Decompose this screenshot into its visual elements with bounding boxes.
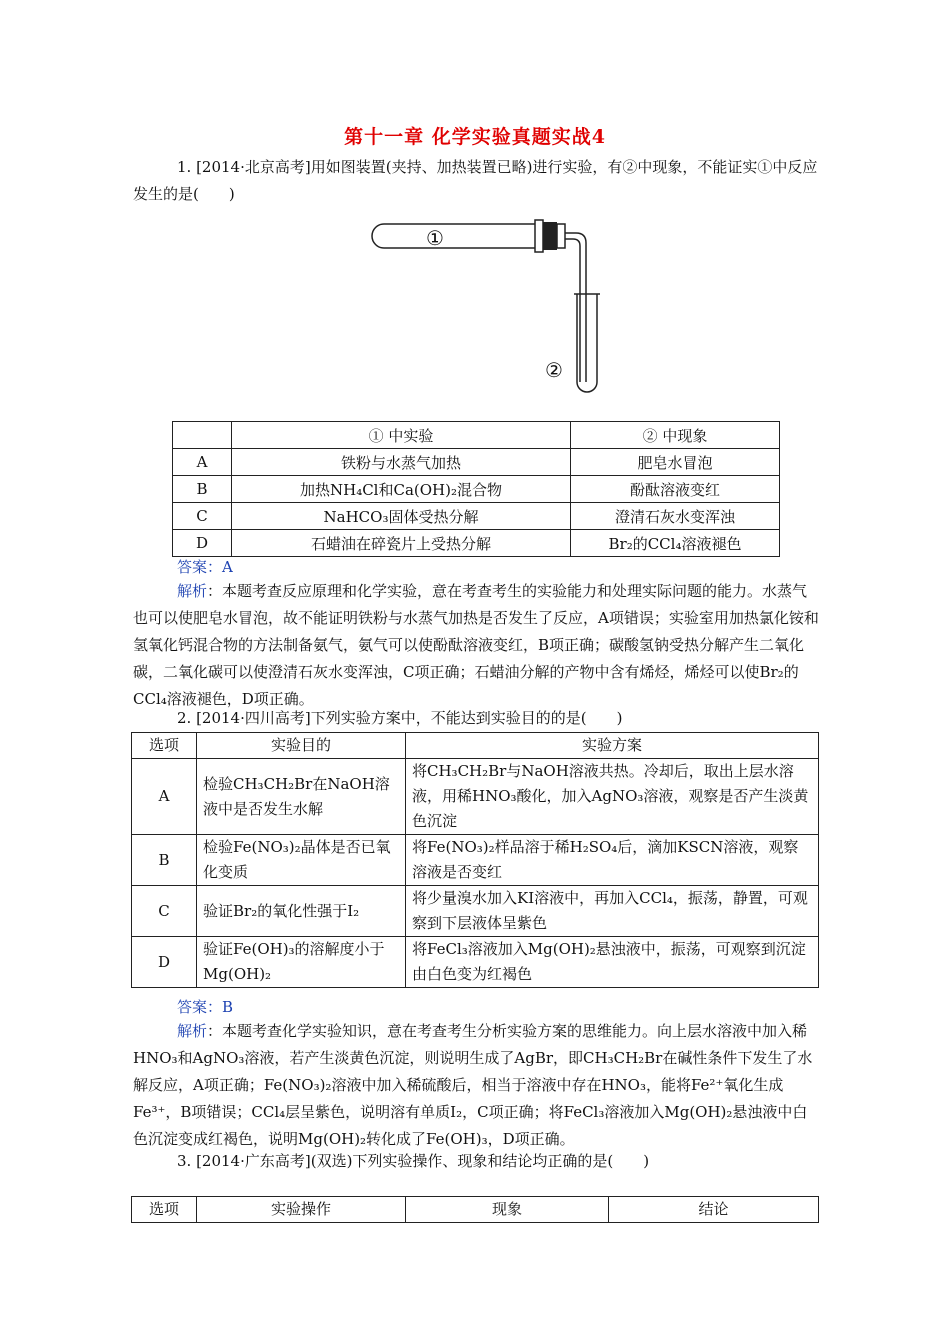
q2-row-plan: 将Fe(NO₃)₂样品溶于稀H₂SO₄后，滴加KSCN溶液，观察溶液是否变红 [406, 835, 819, 886]
table-row [132, 835, 819, 886]
q3-table [131, 1196, 819, 1223]
q1-row-opt: B [173, 476, 232, 503]
q3-header-concl: 结论 [609, 1197, 819, 1223]
q2-row-goal: 检验Fe(NO₃)₂晶体是否已氧化变质 [197, 835, 406, 886]
q3-stem: 3. [2014·广东高考](双选)下列实验操作、现象和结论均正确的是( ) [177, 1152, 650, 1170]
table-row [132, 886, 819, 937]
q1-analysis-text: ：本题考查反应原理和化学实验，意在考查考生的实验能力和处理实际问题的能力。水蒸气也可以使肥皂水冒泡，故不能证明铁粉与水蒸气加热是否发生了反应，A项错误；实验室用加热氯化铵和氢氧化钙混合物的方法制备氨气，氨气可以使酚酞溶液变红，B项正确；碳酸氢钠受热分解产生二氧化碳，二氧化碳可以使澄清石灰水变浑浊，C项正确；石蜡油分解的产物中含有烯烃，烯烃可以使Br₂的CCl₄溶液褪色，D项正确。 [133, 582, 819, 708]
page-title: 第十一章 化学实验真题实战4 [344, 126, 606, 148]
q1-row-phen: Br₂的CCl₄溶液褪色 [571, 530, 780, 557]
table-row [132, 937, 819, 988]
label-circle-2: ② [545, 358, 563, 382]
q1-row-phen: 澄清石灰水变浑浊 [571, 503, 780, 530]
table-row [132, 759, 819, 835]
q2-header-plan: 实验方案 [406, 733, 819, 759]
q3-header-phen: 现象 [406, 1197, 609, 1223]
label-circle-1: ① [426, 226, 444, 250]
q2-row-opt: C [132, 886, 197, 937]
q2-row-plan: 将少量溴水加入KI溶液中，再加入CCl₄，振荡，静置，可观察到下层液体呈紫色 [406, 886, 819, 937]
q2-row-goal: 检验CH₃CH₂Br在NaOH溶液中是否发生水解 [197, 759, 406, 835]
q2-stem: 2. [2014·四川高考]下列实验方案中，不能达到实验目的的是( ) [177, 709, 623, 727]
q1-header-opt [173, 422, 232, 449]
q1-analysis [133, 578, 821, 713]
q2-row-goal: 验证Br₂的氧化性强于I₂ [197, 886, 406, 937]
table-row [173, 476, 780, 503]
q1-header-phen: ② 中现象 [571, 422, 780, 449]
q2-analysis-label: 解析 [177, 1022, 208, 1040]
table-row [173, 503, 780, 530]
q2-analysis [133, 1018, 821, 1153]
q2-row-opt: B [132, 835, 197, 886]
q2-row-plan: 将CH₃CH₂Br与NaOH溶液共热。冷却后，取出上层水溶液，用稀HNO₃酸化，加入AgNO₃溶液，观察是否产生淡黄色沉淀 [406, 759, 819, 835]
q1-row-phen: 肥皂水冒泡 [571, 449, 780, 476]
q1-answer: 答案：A [177, 558, 233, 576]
table-row [173, 449, 780, 476]
q2-row-plan: 将FeCl₃溶液加入Mg(OH)₂悬浊液中，振荡，可观察到沉淀由白色变为红褐色 [406, 937, 819, 988]
q1-analysis-label: 解析 [177, 582, 208, 600]
q1-stem: 1. [2014·北京高考]用如图装置(夹持、加热装置已略)进行实验，有②中现象，不能证实①中反应发生的是( ) [133, 158, 818, 203]
q2-answer: 答案：B [177, 998, 234, 1016]
q1-row-exp: 铁粉与水蒸气加热 [232, 449, 571, 476]
q1-row-opt: C [173, 503, 232, 530]
q3-header-opt: 选项 [132, 1197, 197, 1223]
q2-row-goal: 验证Fe(OH)₃的溶解度小于Mg(OH)₂ [197, 937, 406, 988]
q2-table [131, 732, 819, 988]
q2-analysis-text: ：本题考查化学实验知识，意在考查考生分析实验方案的思维能力。向上层水溶液中加入稀HNO₃和AgNO₃溶液，若产生淡黄色沉淀，则说明生成了AgBr，即CH₃CH₂Br在碱性条件下发生了水解反应，A项正确；Fe(NO₃)₂溶液中加入稀硫酸后，相当于溶液中存在HNO₃，能将Fe²⁺氧化生成Fe³⁺，B项错误；CCl₄层呈紫色，说明溶有单质I₂，C项正确；将FeCl₃溶液加入Mg(OH)₂悬浊液中白色沉淀变成红褐色，说明Mg(OH)₂转化成了Fe(OH)₃，D项正确。 [133, 1022, 813, 1148]
q3-header-op: 实验操作 [197, 1197, 406, 1223]
q2-header-goal: 实验目的 [197, 733, 406, 759]
q1-row-exp: NaHCO₃固体受热分解 [232, 503, 571, 530]
q1-row-exp: 加热NH₄Cl和Ca(OH)₂混合物 [232, 476, 571, 503]
q1-table [172, 421, 780, 557]
q1-row-opt: D [173, 530, 232, 557]
q1-header-exp: ① 中实验 [232, 422, 571, 449]
q1-row-exp: 石蜡油在碎瓷片上受热分解 [232, 530, 571, 557]
q2-header-opt: 选项 [132, 733, 197, 759]
q2-row-opt: A [132, 759, 197, 835]
q2-row-opt: D [132, 937, 197, 988]
table-row [173, 530, 780, 557]
q1-row-phen: 酚酞溶液变红 [571, 476, 780, 503]
apparatus-diagram [360, 212, 620, 402]
q1-row-opt: A [173, 449, 232, 476]
